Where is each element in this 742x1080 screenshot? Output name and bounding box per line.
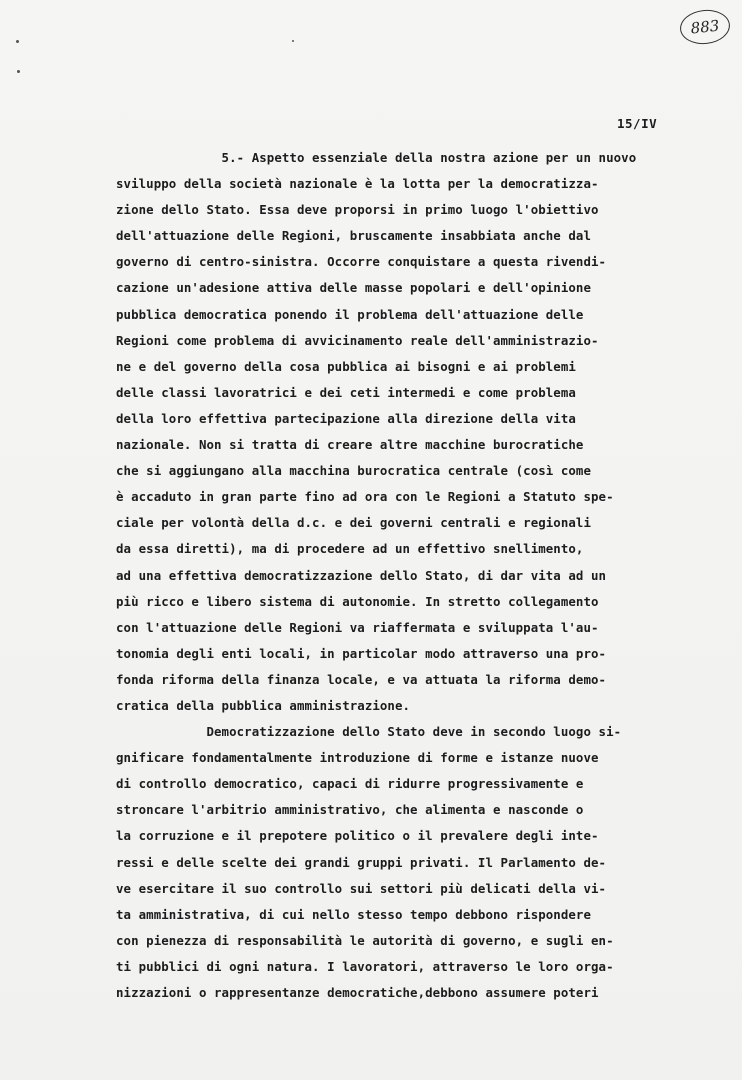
paper-speck (17, 70, 20, 73)
typewritten-text (116, 145, 706, 1006)
text-line: è accaduto in gran parte fino ad ora con le Regioni a Statuto spe- (116, 489, 614, 505)
text-line: ve esercitare il suo controllo sui settori più delicati della vi- (116, 880, 607, 896)
text-line: gnificare fondamentalmente introduzione di forme e istanze nuove (116, 750, 599, 766)
paper-speck (292, 40, 294, 42)
text-line: di controllo democratico, capaci di ridurre progressivamente e (116, 776, 584, 792)
text-line: da essa diretti), ma di procedere ad un effettivo snellimento, (116, 541, 584, 557)
text-line: zione dello Stato. Essa deve proporsi in primo luogo l'obiettivo (116, 202, 599, 218)
text-line: ciale per volontà della d.c. e dei governi centrali e regionali (116, 515, 592, 531)
text-line: fonda riforma della finanza locale, e va attuata la riforma demo- (116, 671, 607, 687)
text-line: tonomia degli enti locali, in particolar modo attraverso una pro- (116, 645, 607, 661)
text-line: stroncare l'arbitrio amministrativo, che alimenta e nasconde o (116, 802, 584, 818)
text-line: che si aggiungano alla macchina burocratica centrale (così come (116, 463, 592, 479)
text-line: governo di centro-sinistra. Occorre conquistare a questa rivendi- (116, 254, 607, 270)
archive-number-stamp: 883 (678, 7, 731, 46)
text-line: ressi e delle scelte dei grandi gruppi privati. Il Parlamento de- (116, 854, 607, 870)
page-number: 15/IV (617, 116, 658, 131)
text-line: della loro effettiva partecipazione alla direzione della vita (116, 410, 576, 426)
text-line: Democratizzazione dello Stato deve in secondo luogo si- (116, 724, 622, 740)
text-line: dell'attuazione delle Regioni, bruscamente insabbiata anche dal (116, 228, 592, 244)
text-line: sviluppo della società nazionale è la lotta per la democratizza- (116, 176, 599, 192)
text-line: 5.- Aspetto essenziale della nostra azione per un nuovo (116, 150, 637, 165)
text-line: ta amministrativa, di cui nello stesso tempo debbono rispondere (116, 906, 592, 922)
text-line: cazione un'adesione attiva delle masse popolari e dell'opinione (116, 280, 592, 296)
text-line: delle classi lavoratrici e dei ceti intermedi e come problema (116, 384, 576, 400)
text-line: pubblica democratica ponendo il problema dell'attuazione delle (116, 306, 584, 322)
text-line: cratica della pubblica amministrazione. (116, 697, 411, 713)
text-line: più ricco e libero sistema di autonomie. In stretto collegamento (116, 593, 599, 609)
text-line: con l'attuazione delle Regioni va riaffermata e sviluppata l'au- (116, 619, 599, 635)
text-line: ne e del governo della cosa pubblica ai bisogni e ai problemi (116, 358, 576, 374)
text-line: ad una effettiva democratizzazione dello Stato, di dar vita ad un (116, 567, 607, 583)
text-line: nazionale. Non si tratta di creare altre macchine burocratiche (116, 437, 584, 453)
text-line: nizzazioni o rappresentanze democratiche,debbono assumere poteri (116, 985, 599, 1000)
paper-speck (16, 40, 19, 43)
text-line: la corruzione e il prepotere politico o il prevalere degli inte- (116, 828, 599, 844)
text-line: con pienezza di responsabilità le autorità di governo, e sugli en- (116, 932, 614, 948)
text-line: ti pubblici di ogni natura. I lavoratori, attraverso le loro orga- (116, 958, 614, 974)
text-line: Regioni come problema di avvicinamento reale dell'amministrazio- (116, 332, 599, 348)
